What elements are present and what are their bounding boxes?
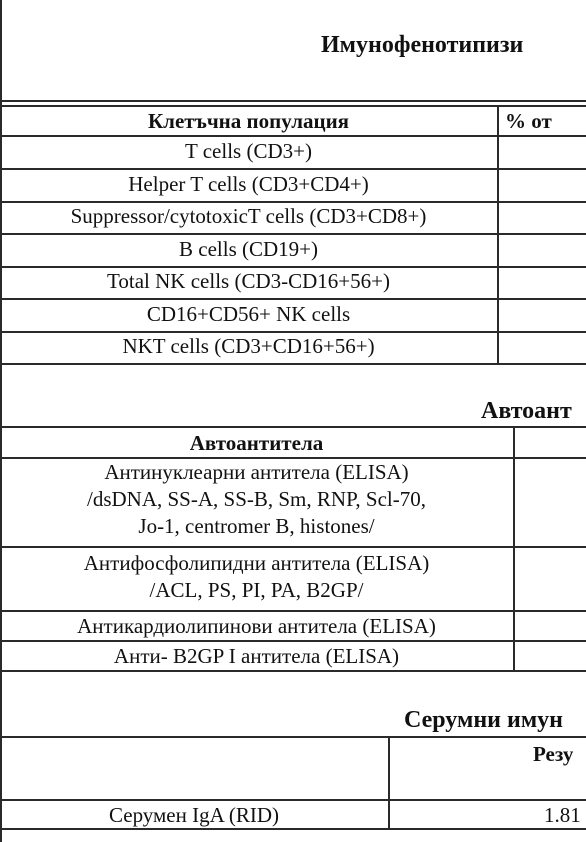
- table2-rule: [0, 610, 586, 612]
- row-line: /dsDNA, SS-A, SS-B, Sm, RNP, Scl-70,: [87, 487, 426, 511]
- section1-title: Имунофенотипизи: [321, 32, 524, 58]
- table3-row-value: 1.81: [544, 803, 581, 827]
- section3-title: Серумни имун: [404, 707, 563, 733]
- table3-rule: [0, 799, 586, 801]
- table1-header-percent: % от: [505, 109, 552, 133]
- section2-title: Автоант: [481, 398, 572, 424]
- table3-rule: [0, 828, 586, 830]
- row-line: Jo-1, centromer B, histones/: [138, 514, 375, 538]
- table1-row-label: Suppressor/cytotoxicT cells (CD3+CD8+): [70, 204, 427, 228]
- table2-rule: [0, 640, 586, 642]
- divider: [0, 100, 586, 102]
- table1-header-population: Клетъчна популация: [147, 109, 350, 133]
- row-line: Антинуклеарни антитела (ELISA): [104, 460, 409, 484]
- table1-row-label: Total NK cells (CD3-CD16+56+): [107, 269, 390, 293]
- table3-col-rule: [388, 736, 390, 830]
- row-line: Антифосфолипидни антитела (ELISA): [83, 551, 430, 575]
- table1-col-rule: [497, 105, 499, 365]
- table2-row-antiphospholipid: [0, 548, 513, 610]
- table2-row-anticardiolipin: Антикардиолипинови антитела (ELISA): [77, 614, 436, 638]
- table3-rule: [0, 736, 586, 738]
- table3-row-name: Серумен IgA (RID): [108, 803, 280, 827]
- table2-row-ana: [0, 457, 513, 550]
- table1-row-label: T cells (CD3+): [185, 139, 312, 163]
- table1-row-label: Helper T cells (CD3+CD4+): [128, 172, 369, 196]
- table1-row-label: NKT cells (CD3+CD16+56+): [122, 334, 375, 358]
- table2-col-rule: [513, 426, 515, 672]
- table3-header-result: Резу: [533, 742, 574, 766]
- table2-header-autoantibodies: Автоантитела: [189, 431, 324, 455]
- table2-rule: [0, 670, 586, 672]
- table1-row-label: B cells (CD19+): [179, 237, 318, 261]
- table2-row-anti-b2gp: Анти- B2GP I антитела (ELISA): [113, 644, 400, 668]
- table1-row-label: CD16+CD56+ NK cells: [146, 302, 351, 326]
- row-line: /ACL, PS, PI, PA, B2GP/: [149, 578, 364, 602]
- table2-rule: [0, 426, 586, 428]
